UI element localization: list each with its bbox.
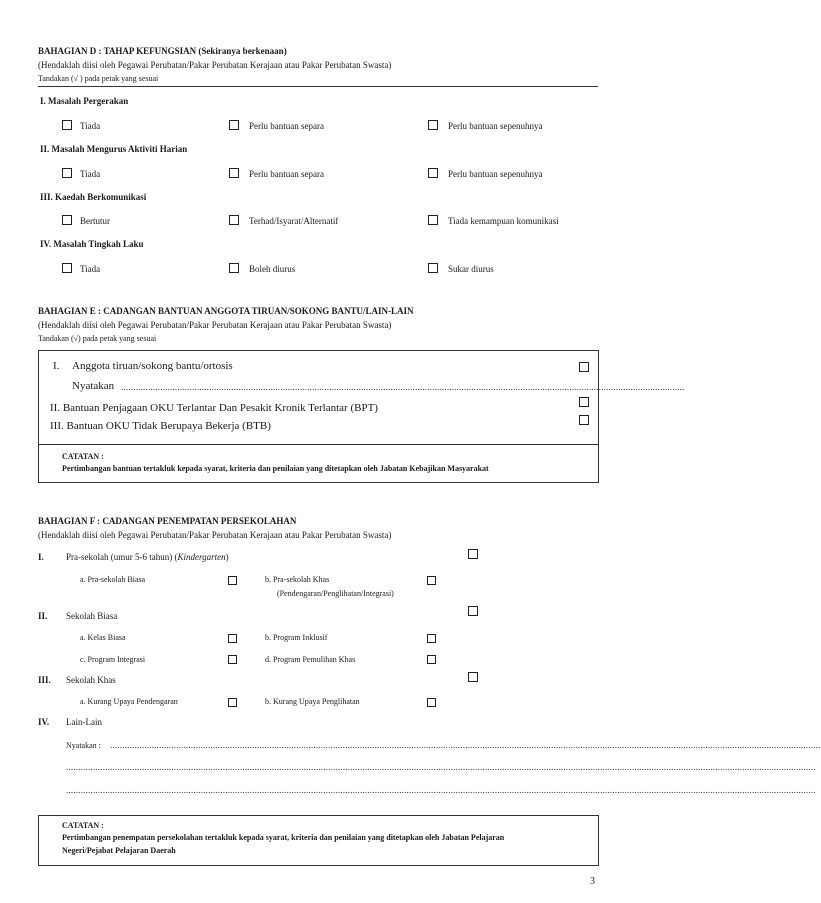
page-number: 3 — [590, 876, 595, 887]
mobility-partial-label: Perlu bantuan separa — [249, 121, 324, 131]
comm-none-label: Tiada kemampuan komunikasi — [448, 216, 559, 226]
inclusive-program-label: b. Program Inklusif — [265, 633, 328, 642]
btb-label: III. Bantuan OKU Tidak Berupaya Bekerja (BTB) — [50, 420, 271, 432]
prosthesis-label: Anggota tiruan/sokong bantu/ortosis — [72, 360, 233, 372]
regular-school-number: II. — [38, 611, 48, 621]
special-school-number: III. — [38, 675, 51, 685]
preschool-special-note: (Pendengaran/Penglihatan/Integrasi) — [277, 589, 394, 598]
visually-impaired-label: b. Kurang Upaya Penglihatan — [265, 697, 360, 706]
behaviour-manageable-label: Boleh diurus — [249, 264, 296, 274]
hearing-impaired-label: a. Kurang Upaya Pendengaran — [80, 697, 178, 706]
bpt-label: II. Bantuan Penjagaan OKU Terlantar Dan Pesakit Kronik Terlantar (BPT) — [50, 402, 378, 414]
mobility-none-label: Tiada — [80, 121, 101, 131]
bpt-checkbox[interactable] — [579, 397, 589, 407]
section-d-title: BAHAGIAN D : TAHAP KEFUNGSIAN (Sekiranya berkenaan) — [38, 46, 287, 56]
regular-class-checkbox[interactable] — [228, 634, 237, 643]
mobility-partial-checkbox[interactable] — [229, 120, 239, 130]
preschool-regular-checkbox[interactable] — [228, 576, 237, 585]
section-f-title: BAHAGIAN F : CADANGAN PENEMPATAN PERSEKOLAHAN — [38, 516, 297, 526]
regular-school-label: Sekolah Biasa — [66, 611, 118, 621]
others-label: Lain-Lain — [66, 717, 102, 727]
comm-limited-checkbox[interactable] — [229, 215, 239, 225]
regular-class-label: a. Kelas Biasa — [80, 633, 126, 642]
daily-partial-checkbox[interactable] — [229, 168, 239, 178]
daily-none-checkbox[interactable] — [62, 168, 72, 178]
section-e-note-text: Pertimbangan bantuan tertakluk kepada syarat, kriteria dan penilaian yang ditetapkan oleh Jabatan Kebajikan Masyarakat — [62, 464, 489, 473]
integration-program-checkbox[interactable] — [228, 655, 237, 664]
group-communication-label: III. Kaedah Berkomunikasi — [40, 192, 147, 202]
others-specify-line-3[interactable]: .................................................................................................................................................................................................................................................................................................................. — [66, 785, 816, 795]
section-f-note-text-2: Negeri/Pejabat Pelajaran Daerah — [62, 846, 176, 855]
preschool-special-checkbox[interactable] — [427, 576, 436, 585]
special-school-checkbox[interactable] — [468, 672, 478, 682]
section-e-title: BAHAGIAN E : CADANGAN BANTUAN ANGGOTA TIRUAN/SOKONG BANTU/LAIN-LAIN — [38, 306, 414, 316]
section-f-subtitle: (Hendaklah diisi oleh Pegawai Perubatan/Pakar Perubatan Kerajaan atau Pakar Perubatan Swasta) — [38, 530, 392, 540]
preschool-number: I. — [38, 552, 44, 562]
behaviour-none-label: Tiada — [80, 264, 101, 274]
inclusive-program-checkbox[interactable] — [427, 634, 436, 643]
group-mobility-label: I. Masalah Pergerakan — [40, 96, 129, 106]
section-e-instruction: Tandakan (√) pada petak yang sesuai — [38, 334, 157, 343]
group-daily-activity-label: II. Masalah Mengurus Aktiviti Harian — [40, 144, 188, 154]
section-e-subtitle: (Hendaklah diisi oleh Pegawai Perubatan/Pakar Perubatan Kerajaan atau Pakar Perubatan Swasta) — [38, 320, 392, 330]
regular-school-checkbox[interactable] — [468, 606, 478, 616]
preschool-label: Pra-sekolah (umur 5-6 tahun) (Kindergarten) — [66, 552, 229, 562]
section-f-note-text-1: Pertimbangan penempatan persekolahan tertakluk kepada syarat, kriteria dan penilaian yang ditetapkan oleh Jabatan Pelajaran — [62, 833, 505, 842]
behaviour-difficult-checkbox[interactable] — [428, 263, 438, 273]
visually-impaired-checkbox[interactable] — [427, 698, 436, 707]
section-f-note-title: CATATAN : — [62, 821, 104, 830]
section-e-note-title: CATATAN : — [62, 452, 104, 461]
group-behaviour-label: IV. Masalah Tingkah Laku — [40, 239, 144, 249]
btb-checkbox[interactable] — [579, 415, 589, 425]
preschool-special-label: b. Pra-sekolah Khas — [265, 575, 330, 584]
remedial-program-label: d. Program Pemulihan Khas — [265, 655, 356, 664]
hearing-impaired-checkbox[interactable] — [228, 698, 237, 707]
section-d-divider — [38, 86, 598, 87]
special-school-label: Sekolah Khas — [66, 675, 116, 685]
integration-program-label: c. Program Integrasi — [80, 655, 146, 664]
behaviour-difficult-label: Sukar diurus — [448, 264, 494, 274]
preschool-regular-label: a. Pra-sekolah Biasa — [80, 575, 146, 584]
section-d-subtitle: (Hendaklah diisi oleh Pegawai Perubatan/Pakar Perubatan Kerajaan atau Pakar Perubatan Swasta) — [38, 60, 392, 70]
mobility-full-label: Perlu bantuan sepenuhnya — [448, 121, 543, 131]
comm-limited-label: Terhad/Isyarat/Alternatif — [249, 216, 339, 226]
daily-full-checkbox[interactable] — [428, 168, 438, 178]
prosthesis-specify-field[interactable]: ...................................................................................................................................................................................................................................... — [121, 382, 685, 392]
mobility-none-checkbox[interactable] — [62, 120, 72, 130]
section-e-note-divider — [38, 444, 599, 445]
preschool-checkbox[interactable] — [468, 549, 478, 559]
others-specify-line-1[interactable]: .................................................................................................................................................................................................................................................................................................. — [110, 740, 821, 750]
others-number: IV. — [38, 717, 50, 727]
prosthesis-checkbox[interactable] — [579, 362, 589, 372]
comm-none-checkbox[interactable] — [428, 215, 438, 225]
comm-speak-label: Bertutur — [80, 216, 110, 226]
daily-partial-label: Perlu bantuan separa — [249, 169, 324, 179]
section-d-instruction: Tandakan (√ ) pada petak yang sesuai — [38, 74, 159, 83]
comm-speak-checkbox[interactable] — [62, 215, 72, 225]
remedial-program-checkbox[interactable] — [427, 655, 436, 664]
behaviour-manageable-checkbox[interactable] — [229, 263, 239, 273]
others-specify-line-2[interactable]: .................................................................................................................................................................................................................................................................................................................. — [66, 762, 816, 772]
mobility-full-checkbox[interactable] — [428, 120, 438, 130]
daily-none-label: Tiada — [80, 169, 101, 179]
prosthesis-specify-label: Nyatakan — [72, 380, 115, 392]
others-specify-label: Nyatakan : — [66, 741, 101, 750]
daily-full-label: Perlu bantuan sepenuhnya — [448, 169, 543, 179]
prosthesis-number: I. — [53, 360, 60, 372]
behaviour-none-checkbox[interactable] — [62, 263, 72, 273]
